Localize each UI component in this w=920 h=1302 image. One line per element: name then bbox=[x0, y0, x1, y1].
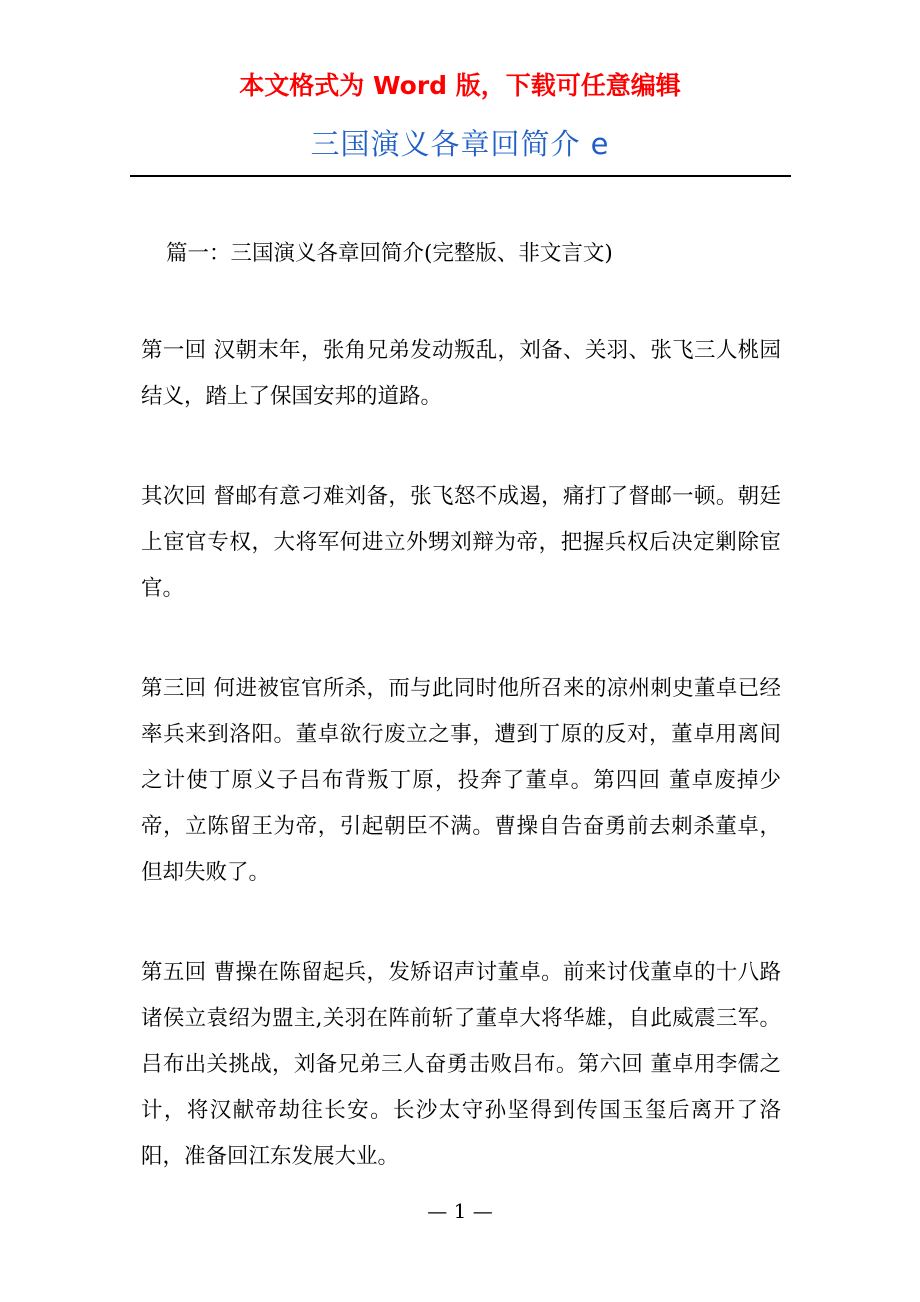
section-subtitle: 篇一：三国演义各章回简介(完整版、非文言文) bbox=[166, 241, 613, 266]
download-banner: 本文格式为 Word 版，下载可任意编辑 bbox=[239, 71, 681, 100]
title-divider bbox=[130, 175, 791, 177]
paragraph-chapter-5-6: 第五回 曹操在陈留起兵，发矫诏声讨董卓。前来讨伐董卓的十八路诸侯立袁绍为盟主,关羽在阵前斩了董卓大将华雄，自此威震三军。吕布出关挑战，刘备兄弟三人奋勇击败吕布。第六回 董卓用李儒之计，将汉献帝劫往长安。长沙太守孙坚得到传国玉玺后离开了洛阳，准备回江东发展大业。 bbox=[141, 960, 781, 1169]
page-number: — 1 — bbox=[427, 1199, 493, 1223]
document-title: 三国演义各章回简介 e bbox=[310, 127, 610, 161]
paragraph-chapter-3-4: 第三回 何进被宦官所杀，而与此同时他所召来的凉州刺史董卓已经率兵来到洛阳。董卓欲行废立之事，遭到丁原的反对，董卓用离间之计使丁原义子吕布背叛丁原，投奔了董卓。第四回 董卓废掉少帝，立陈留王为帝，引起朝臣不满。曹操自告奋勇前去刺杀董卓，但却失败了。 bbox=[141, 676, 781, 885]
paragraph-chapter-2: 其次回 督邮有意刁难刘备，张飞怒不成遏，痛打了督邮一顿。朝廷上宦官专权，大将军何进立外甥刘辩为帝，把握兵权后决定剿除宦官。 bbox=[141, 484, 781, 601]
paragraph-chapter-1: 第一回 汉朝末年，张角兄弟发动叛乱，刘备、关羽、张飞三人桃园结义，踏上了保国安邦的道路。 bbox=[141, 338, 781, 409]
